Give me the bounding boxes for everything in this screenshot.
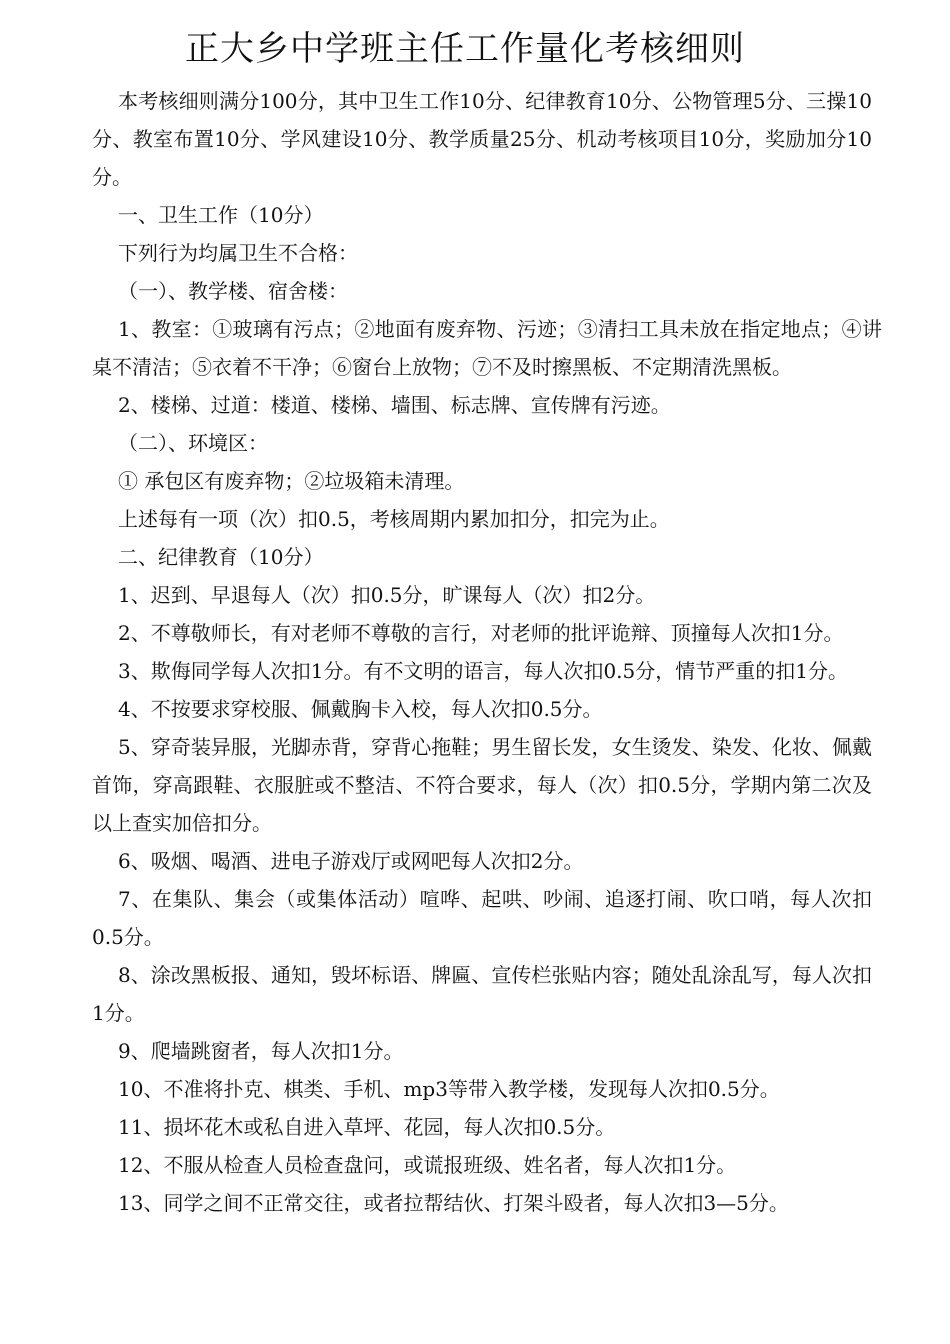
- paragraph: 上述每有一项（次）扣0.5，考核周期内累加扣分，扣完为止。: [118, 507, 670, 531]
- rule-item: 5、穿奇装异服，光脚赤背，穿背心拖鞋；男生留长发，女生烫发、染发、化妆、佩戴首饰，穿高跟鞋、衣服脏或不整洁、不符合要求，每人（次）扣0.5分，学期内第二次及以上查实加倍扣分。: [92, 735, 872, 835]
- paragraph: 1、教室：①玻璃有污点；②地面有废弃物、污迹；③清扫工具未放在指定地点；④讲桌不清洁；⑤衣着不干净；⑥窗台上放物；⑦不及时擦黑板、不定期清洗黑板。: [92, 317, 882, 379]
- section-heading-hygiene: 一、卫生工作（10分）: [118, 203, 324, 227]
- rule-item: 2、不尊敬师长，有对老师不尊敬的言行，对老师的批评诡辩、顶撞每人次扣1分。: [118, 621, 844, 645]
- paragraph: 2、楼梯、过道：楼道、楼梯、墙围、标志牌、宣传牌有污迹。: [118, 393, 671, 417]
- rule-item: 12、不服从检查人员检查盘问，或谎报班级、姓名者，每人次扣1分。: [118, 1153, 737, 1177]
- rule-item: 9、爬墙跳窗者，每人次扣1分。: [118, 1039, 404, 1063]
- rule-item: 10、不准将扑克、棋类、手机、mp3等带入教学楼，发现每人次扣0.5分。: [118, 1077, 780, 1101]
- document-body: [92, 82, 882, 1222]
- subsection-heading: （二）、环境区：: [118, 431, 268, 455]
- section-heading-discipline: 二、纪律教育（10分）: [118, 545, 324, 569]
- rule-item: 8、涂改黑板报、通知，毁坏标语、牌匾、宣传栏张贴内容；随处乱涂乱写，每人次扣1分。: [92, 963, 872, 1025]
- document-title: 正大乡中学班主任工作量化考核细则: [185, 29, 745, 69]
- intro-paragraph: 本考核细则满分100分，其中卫生工作10分、纪律教育10分、公物管理5分、三操10分、教室布置10分、学风建设10分、教学质量25分、机动考核项目10分，奖励加分10分。: [92, 89, 872, 189]
- paragraph: 下列行为均属卫生不合格：: [118, 241, 358, 265]
- rule-item: 4、不按要求穿校服、佩戴胸卡入校，每人次扣0.5分。: [118, 697, 603, 721]
- paragraph: ① 承包区有废弃物；②垃圾箱未清理。: [118, 469, 465, 493]
- rule-item: 11、损坏花木或私自进入草坪、花园，每人次扣0.5分。: [118, 1115, 616, 1139]
- rule-item: 1、迟到、早退每人（次）扣0.5分，旷课每人（次）扣2分。: [118, 583, 656, 607]
- rule-item: 13、同学之间不正常交往，或者拉帮结伙、打架斗殴者，每人次扣3—5分。: [118, 1191, 789, 1215]
- rule-item: 7、在集队、集会（或集体活动）喧哗、起哄、吵闹、追逐打闹、吹口哨，每人次扣0.5分。: [92, 887, 872, 949]
- rule-item: 6、吸烟、喝酒、进电子游戏厅或网吧每人次扣2分。: [118, 849, 584, 873]
- rule-item: 3、欺侮同学每人次扣1分。有不文明的语言，每人次扣0.5分，情节严重的扣1分。: [118, 659, 848, 683]
- subsection-heading: （一）、教学楼、宿舍楼：: [118, 279, 348, 303]
